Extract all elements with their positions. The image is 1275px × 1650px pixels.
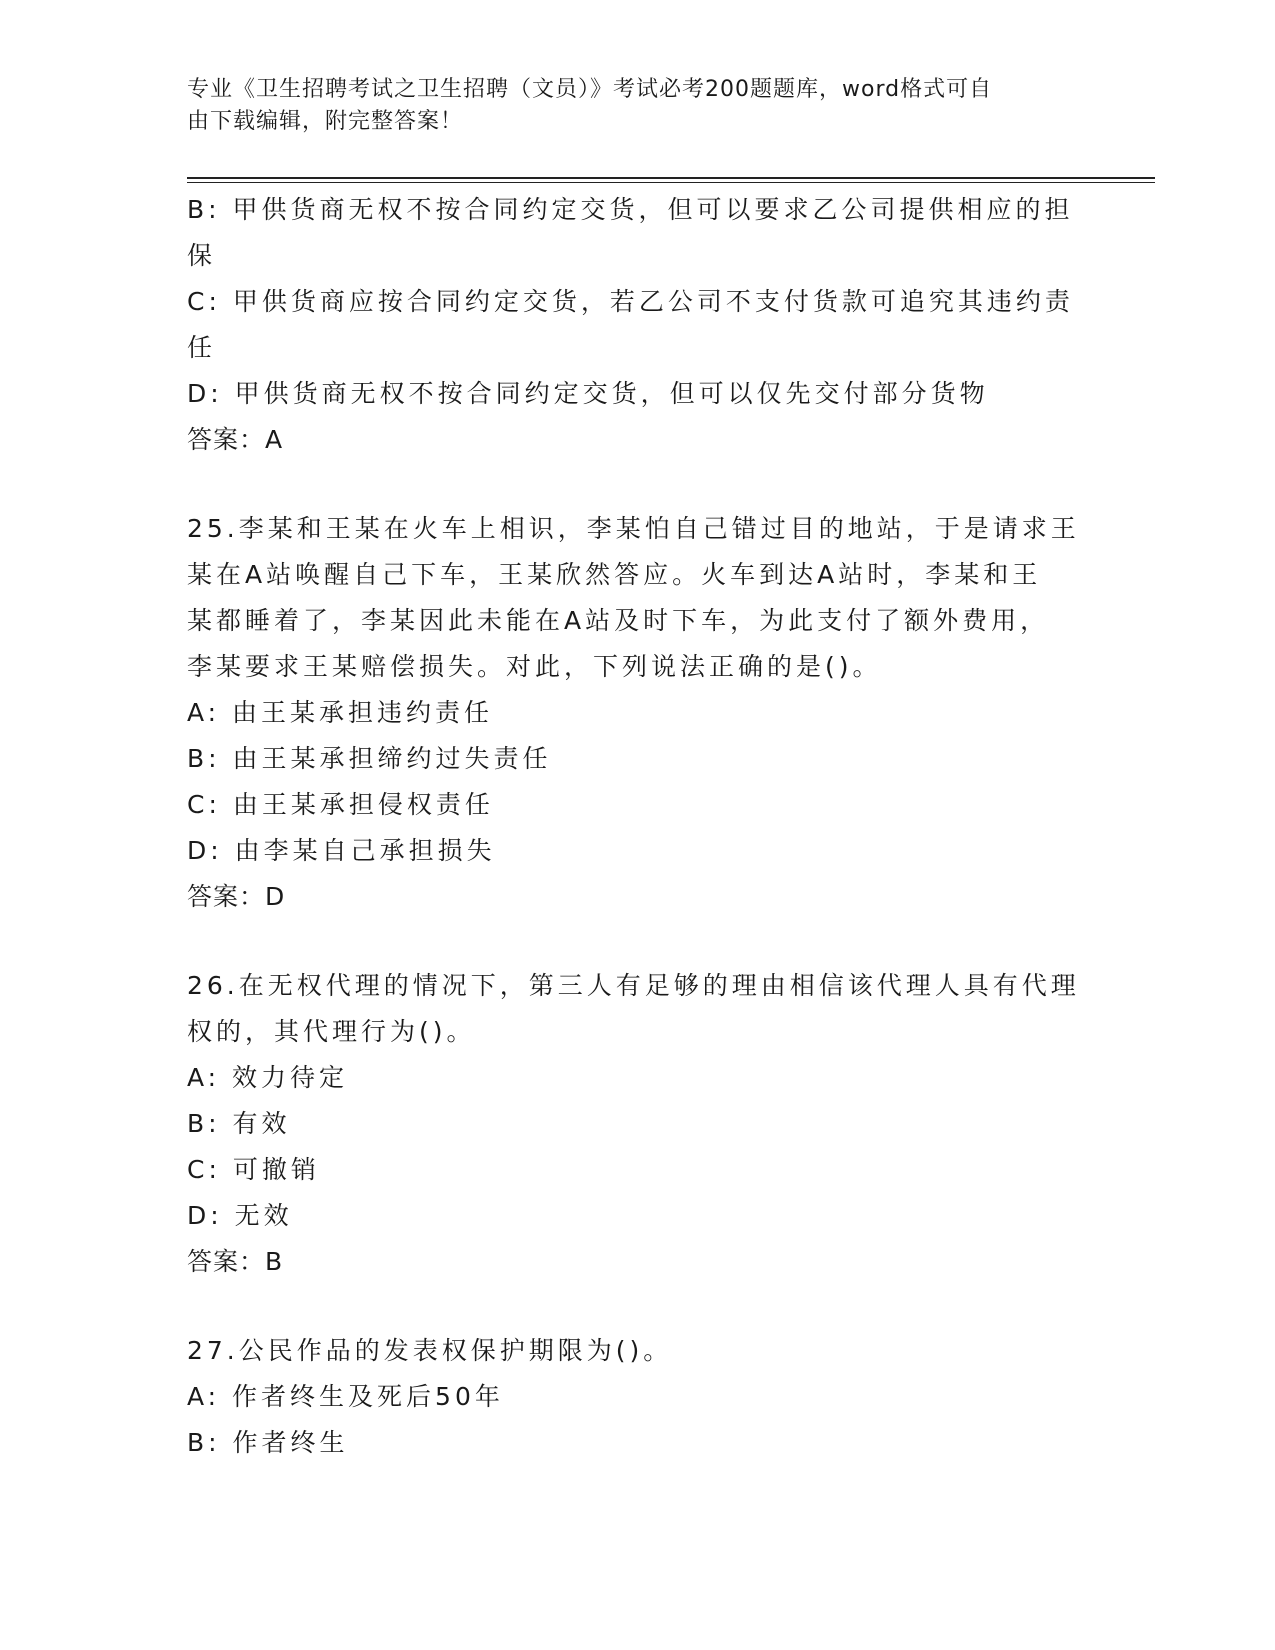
option-b-line-2: 保 bbox=[187, 241, 217, 270]
question-26 bbox=[187, 963, 1080, 1285]
question-stem-line: 25.李某和王某在火车上相识，李某怕自己错过目的地站，于是请求王 bbox=[187, 514, 1080, 543]
spacer bbox=[187, 1285, 1077, 1328]
question-stem-line: 某在A站唤醒自己下车，王某欣然答应。火车到达A站时，李某和王 bbox=[187, 560, 1042, 589]
option-c: C: 可撤销 bbox=[187, 1155, 320, 1184]
question-27 bbox=[187, 1328, 1077, 1466]
option-b: B: 由王某承担缔约过失责任 bbox=[187, 744, 552, 773]
option-b: B: 作者终生 bbox=[187, 1428, 349, 1457]
question-stem-line: 权的，其代理行为()。 bbox=[187, 1017, 476, 1046]
option-c-line-1: C: 甲供货商应按合同约定交货，若乙公司不支付货款可追究其违约责 bbox=[187, 287, 1074, 316]
question-stem-line: 26.在无权代理的情况下，第三人有足够的理由相信该代理人具有代理 bbox=[187, 971, 1080, 1000]
header-line-1: 专业《卫生招聘考试之卫生招聘（文员）》考试必考200题题库，word格式可自 bbox=[187, 77, 993, 102]
option-d: D: 甲供货商无权不按合同约定交货，但可以仅先交付部分货物 bbox=[187, 379, 989, 408]
question-content bbox=[187, 187, 1080, 1466]
option-b-line-1: B: 甲供货商无权不按合同约定交货，但可以要求乙公司提供相应的担 bbox=[187, 195, 1074, 224]
option-b: B: 有效 bbox=[187, 1109, 291, 1138]
header-line-2: 由下载编辑，附完整答案！ bbox=[187, 109, 464, 134]
question-stem-line: 李某要求王某赔偿损失。对此，下列说法正确的是()。 bbox=[187, 652, 882, 681]
question-25 bbox=[187, 506, 1080, 920]
spacer bbox=[187, 463, 1077, 506]
prev-question-block bbox=[187, 187, 1077, 463]
header-divider-thin bbox=[187, 182, 1155, 183]
option-c: C: 由王某承担侵权责任 bbox=[187, 790, 494, 819]
option-d: D: 无效 bbox=[187, 1201, 293, 1230]
answer: 答案：D bbox=[187, 882, 286, 911]
answer: 答案：A bbox=[187, 425, 284, 454]
spacer bbox=[187, 920, 1077, 963]
option-c-line-2: 任 bbox=[187, 333, 217, 362]
question-stem-line: 某都睡着了，李某因此未能在A站及时下车，为此支付了额外费用， bbox=[187, 606, 1050, 635]
option-a: A: 作者终生及死后50年 bbox=[187, 1382, 504, 1411]
header-divider-thick bbox=[187, 177, 1155, 179]
option-a: A: 效力待定 bbox=[187, 1063, 349, 1092]
document-header bbox=[187, 74, 1067, 138]
option-d: D: 由李某自己承担损失 bbox=[187, 836, 496, 865]
question-stem-line: 27.公民作品的发表权保护期限为()。 bbox=[187, 1336, 673, 1365]
answer: 答案：B bbox=[187, 1247, 284, 1276]
option-a: A: 由王某承担违约责任 bbox=[187, 698, 494, 727]
